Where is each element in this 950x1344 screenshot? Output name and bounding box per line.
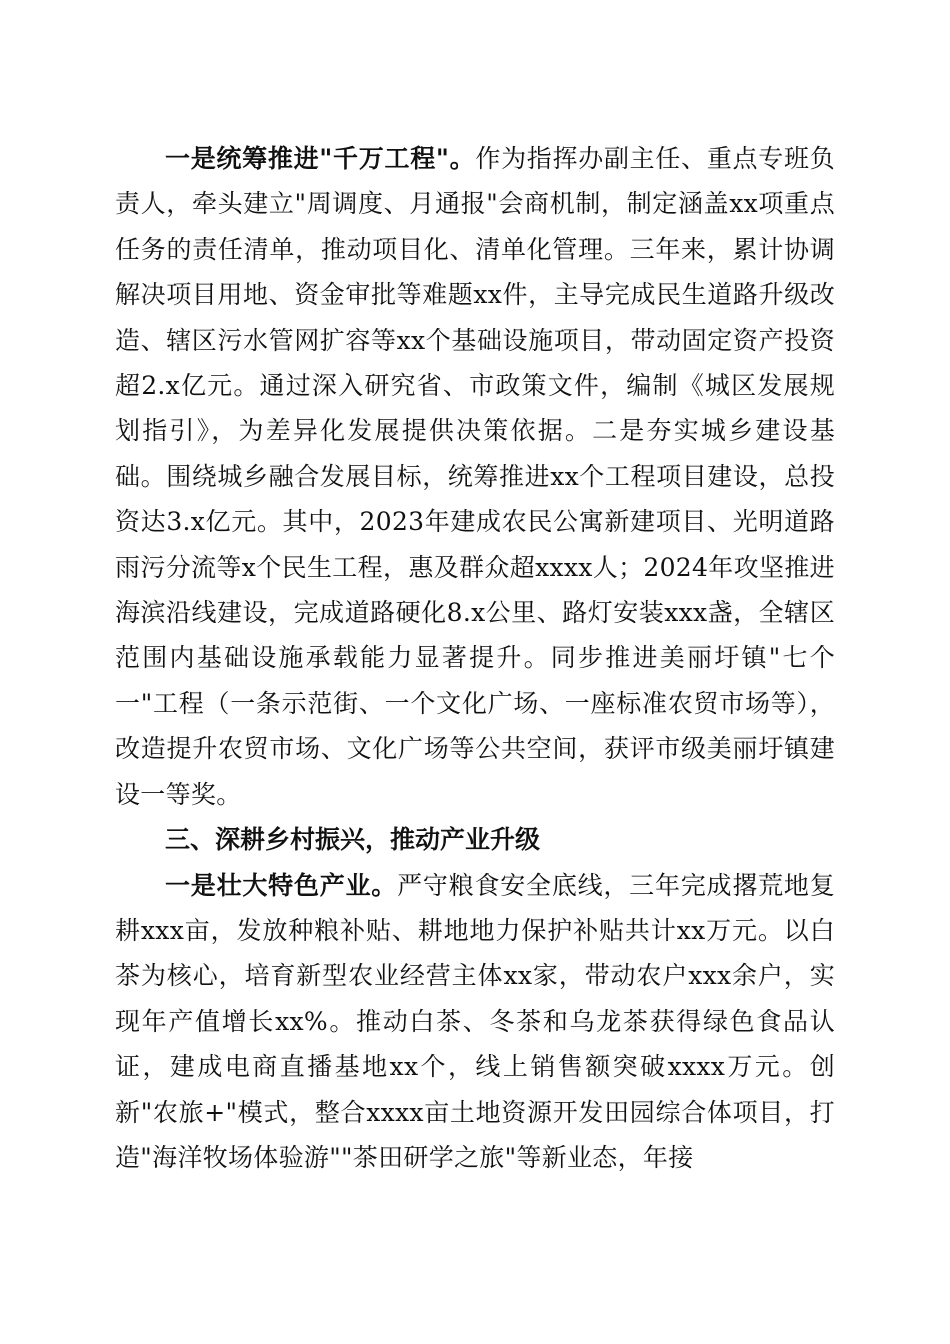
document-page bbox=[115, 136, 835, 1180]
paragraph-lead: 一是统筹推进"千万工程"。 bbox=[165, 144, 476, 173]
paragraph-qianwan-project bbox=[115, 136, 835, 817]
paragraph-industry bbox=[115, 863, 835, 1181]
paragraph-body: 作为指挥办副主任、重点专班负责人，牵头建立"周调度、月通报"会商机制，制定涵盖xx项重点任务的责任清单，推动项目化、清单化管理。三年来，累计协调解决项目用地、资金审批等难题xx件，主导完成民生道路升级改造、辖区污水管网扩容等xx个基础设施项目，带动固定资产投资超2.x亿元。通过深入研究省、市政策文件，编制《城区发展规划指引》，为差异化发展提供决策依据。二是夯实城乡建设基础。围绕城乡融合发展目标，统筹推进xx个工程项目建设，总投资达3.x亿元。其中，2023年建成农民公寓新建项目、光明道路雨污分流等x个民生工程，惠及群众超xxxx人；2024年攻坚推进海滨沿线建设，完成道路硬化8.x公里、路灯安装xxx盏，全辖区范围内基础设施承载能力显著提升。同步推进美丽圩镇"七个一"工程（一条示范街、一个文化广场、一座标准农贸市场等），改造提升农贸市场、文化广场等公共空间，获评市级美丽圩镇建设一等奖。 bbox=[115, 144, 835, 809]
paragraph-lead: 一是壮大特色产业。 bbox=[165, 870, 398, 900]
paragraph-body: 严守粮食安全底线，三年完成撂荒地复耕xxx亩，发放种粮补贴、耕地地力保护补贴共计xx万元。以白茶为核心，培育新型农业经营主体xx家，带动农户xxx余户，实现年产值增长xx%。推动白茶、冬茶和乌龙茶获得绿色食品认证，建成电商直播基地xx个，线上销售额突破xxxx万元。创新"农旅+"模式，整合xxxx亩土地资源开发田园综合体项目，打造"海洋牧场体验游""茶田研学之旅"等新业态，年接 bbox=[115, 870, 835, 1172]
section-heading: 三、深耕乡村振兴，推动产业升级 bbox=[165, 825, 541, 855]
